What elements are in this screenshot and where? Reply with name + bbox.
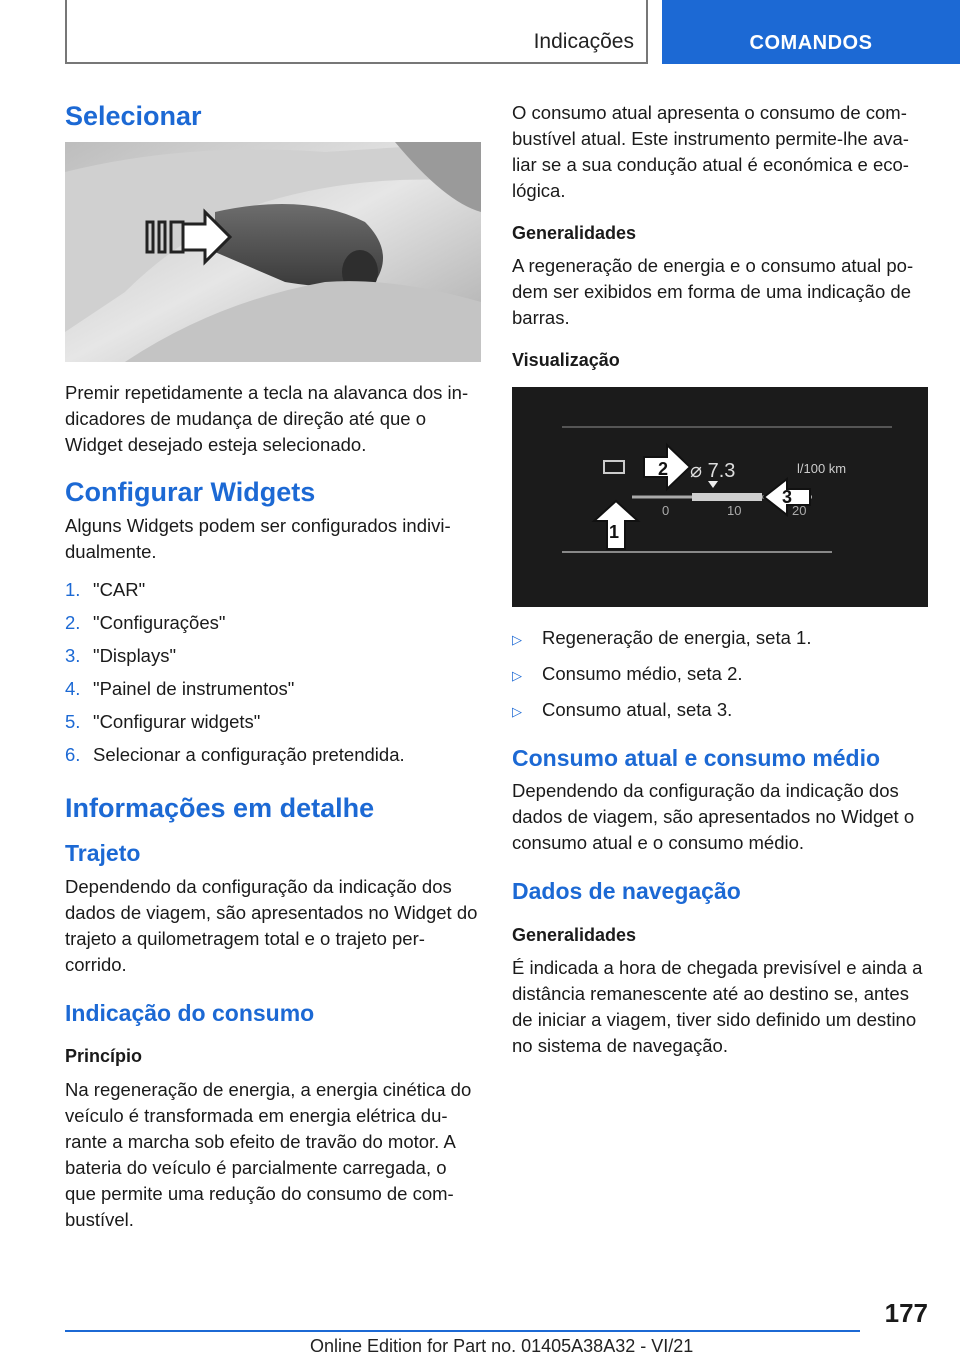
arrows-list: [512, 625, 928, 725]
list-item: 5. "Configurar widgets": [65, 710, 261, 732]
list-item: 3. "Displays": [65, 644, 177, 666]
consumption-display-image: [512, 387, 928, 607]
heading-visualizacao: Visualização: [512, 350, 620, 371]
heading-indicacao-consumo: Indicação do consumo: [65, 999, 315, 1026]
para-trajeto: Dependendo da configuração da indicação dos dados de viagem, são apresentados no Widget do trajeto a quilometragem total e o trajeto per-corrido.: [65, 875, 478, 975]
triangle-bullet-icon: ▷: [512, 667, 522, 683]
triangle-bullet-icon: ▷: [512, 631, 522, 647]
list-item: ▷ Consumo médio, seta 2.: [512, 661, 928, 689]
triangle-bullet-icon: ▷: [512, 703, 522, 719]
heading-dados-navegacao: Dados de navegação: [512, 878, 741, 905]
average-consumption-value: ⌀ 7.3: [690, 459, 736, 482]
para-intro: O consumo atual apresenta o consumo de com-bustível atual. Este instrumento permite-lhe ava-liar se a sua condução atual é económica e eco-lógica.: [512, 102, 909, 201]
turn-signal-lever-image: [65, 142, 481, 362]
heading-configurar-widgets: Configurar Widgets: [65, 477, 316, 508]
right-column: [512, 100, 928, 1077]
list-item: 2. "Configurações": [65, 611, 226, 633]
list-item: 6. Selecionar a configuração pretendida.: [65, 743, 405, 765]
tick-label: 0: [662, 502, 670, 518]
header-section-tab: [65, 0, 648, 64]
para-navegacao: É indicada a hora de chegada previsível e ainda a distância remanescente até ao destino se, antes de iniciar a viagem, tiver sido definido um destino no sistema de navegação.: [512, 957, 923, 1057]
header-chapter-title: COMANDOS: [749, 32, 873, 54]
footer-divider: [65, 1330, 860, 1332]
list-item: 1. "CAR": [65, 578, 146, 600]
para-selecionar: Premir repetidamente a tecla na alavanca dos in-dicadores de mudança de direção até que o Widget desejado esteja selecionado.: [65, 382, 469, 456]
svg-text:1: 1: [609, 521, 620, 542]
para-consumo-atual: Dependendo da configuração da indicação dos dados de viagem, são apresentados no Widget o consumo atual e o consumo médio.: [512, 780, 915, 854]
heading-consumo-atual: Consumo atual e consumo médio: [512, 744, 881, 771]
heading-informacoes: Informações em detalhe: [65, 792, 375, 823]
heading-generalidades-2: Generalidades: [512, 924, 637, 945]
heading-trajeto: Trajeto: [65, 840, 141, 867]
para-principio: Na regeneração de energia, a energia cinética do veículo é transformada em energia elétrica du-rante a marcha sob efeito de travão do motor. A bateria do veículo é parcialmente carregada, o que permite uma redução do consumo de com-bustível.: [65, 1078, 472, 1230]
svg-text:3: 3: [782, 486, 793, 507]
para-configurar: Alguns Widgets podem ser configurados indivi-dualmente.: [65, 514, 451, 562]
list-item: ▷ Consumo atual, seta 3.: [512, 697, 928, 725]
heading-generalidades-1: Generalidades: [512, 223, 637, 243]
steps-list: [65, 577, 481, 768]
para-generalidades-1: A regeneração de energia e o consumo atual po-dem ser exibidos em forma de uma indicação de barras.: [512, 255, 914, 329]
list-item: 4. "Painel de instrumentos": [65, 677, 295, 699]
left-column: [65, 100, 481, 1251]
tick-label: 10: [727, 502, 742, 518]
consumption-unit: l/100 km: [797, 460, 847, 476]
page-number: 177: [884, 1298, 928, 1328]
list-item: ▷ Regeneração de energia, seta 1.: [512, 625, 928, 653]
header-section-title: Indicações: [533, 30, 634, 53]
heading-principio: Princípio: [65, 1046, 143, 1067]
svg-text:2: 2: [658, 458, 669, 479]
header-chapter-tab: [662, 0, 960, 64]
heading-selecionar: Selecionar: [65, 101, 202, 131]
tick-label: 20: [792, 502, 807, 518]
footer-edition: Online Edition for Part no. 01405A38A32 - VI/21: [310, 1336, 694, 1356]
